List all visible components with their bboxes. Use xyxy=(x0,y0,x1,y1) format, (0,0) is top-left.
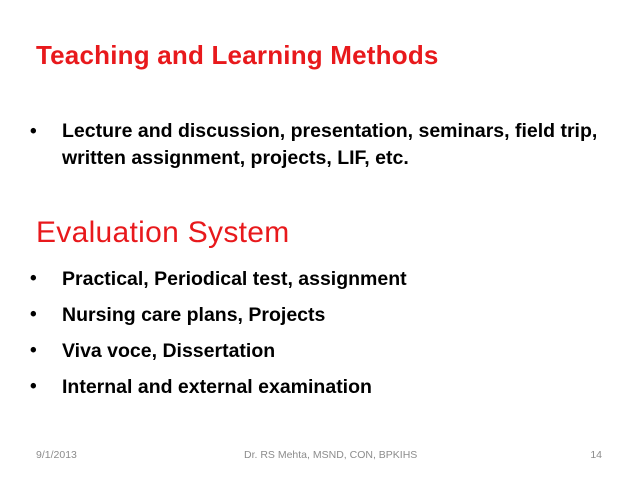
bullet-icon: • xyxy=(30,268,37,289)
list-item xyxy=(28,118,618,172)
list-item-text: Nursing care plans, Projects xyxy=(62,304,326,326)
footer-page-number: 14 xyxy=(590,449,602,461)
list-item-text: Lecture and discussion, presentation, seminars, field trip, written assignment, projects, LIF, etc. xyxy=(62,120,598,169)
list-item xyxy=(28,338,407,364)
bullet-icon: • xyxy=(30,121,37,142)
list-item-text: Viva voce, Dissertation xyxy=(62,340,276,362)
teaching-methods-list xyxy=(28,118,618,172)
bullet-icon: • xyxy=(30,340,37,361)
evaluation-system-heading: Evaluation System xyxy=(36,216,290,249)
footer-date: 9/1/2013 xyxy=(36,449,77,461)
list-item xyxy=(28,266,407,292)
list-item-text: Internal and external examination xyxy=(62,376,372,398)
footer-author: Dr. RS Mehta, MSND, CON, BPKIHS xyxy=(244,449,418,461)
list-item xyxy=(28,374,407,400)
evaluation-system-list xyxy=(28,266,407,410)
bullet-icon: • xyxy=(30,376,37,397)
list-item-text: Practical, Periodical test, assignment xyxy=(62,268,407,290)
list-item xyxy=(28,302,407,328)
bullet-icon: • xyxy=(30,304,37,325)
slide-title: Teaching and Learning Methods xyxy=(36,40,439,70)
